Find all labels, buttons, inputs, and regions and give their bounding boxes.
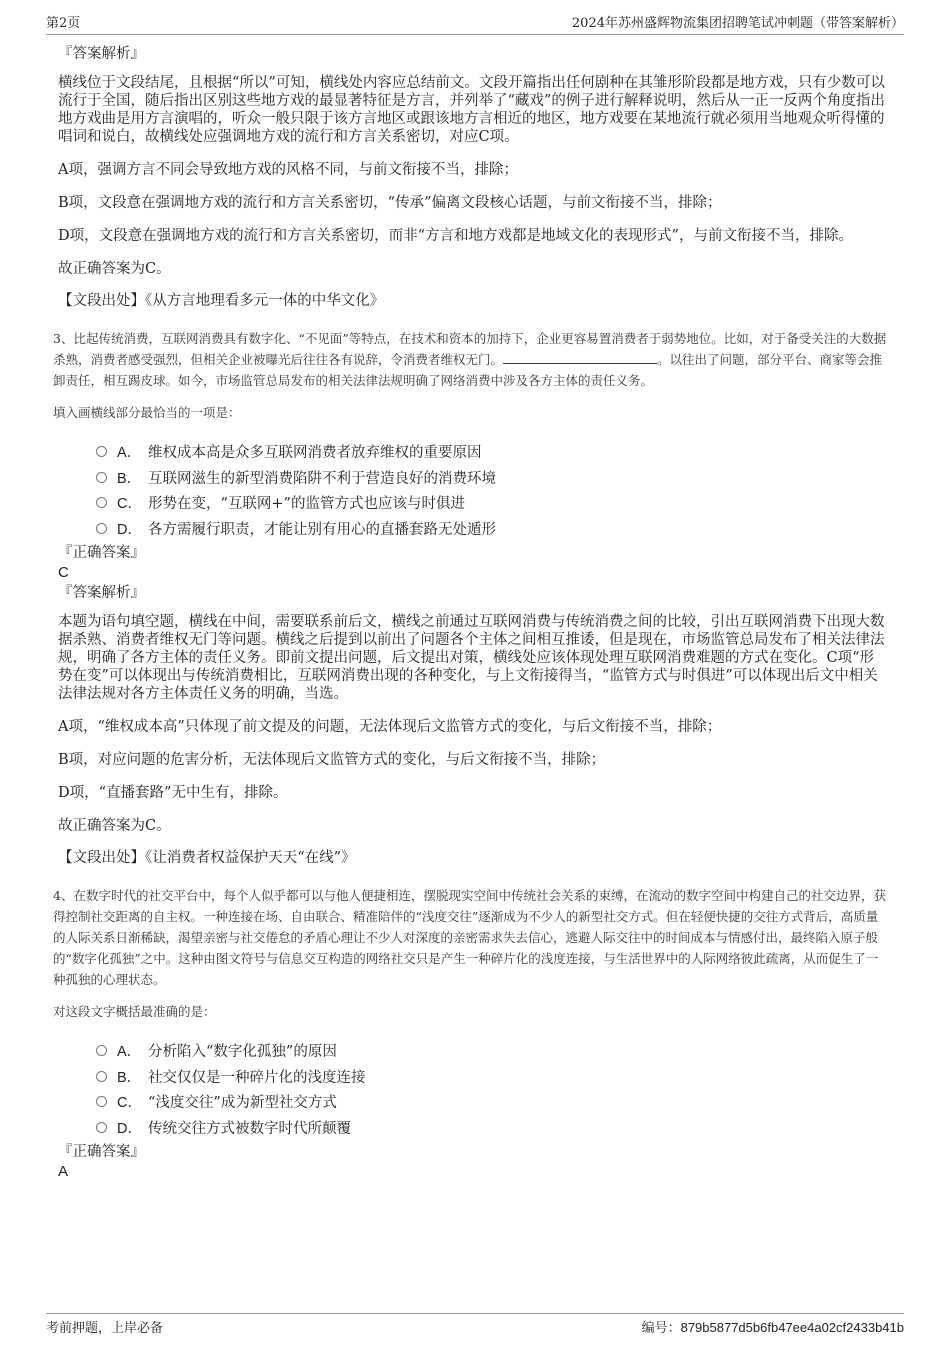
q4-options [96, 1038, 888, 1140]
q3-answer: C [58, 564, 69, 581]
q2-analysis-text: 横线位于文段结尾，且根据“所以”可知，横线处内容应总结前文。文段开篇指出任何剧种在其雏形阶段都是地方戏，只有少数可以流行于全国，随后指出区别这些地方戏的最显著特征是方言，并列举了“藏戏”的例子进行解释说明，然后从一正一反两个角度指出地方戏曲是用方言演唱的，听众一般只限于该方言地区或跟该地方言相近的地区，地方戏要在某地流行就必须用当地观众听得懂的唱词和说白，故横线处应强调地方戏的流行和方言关系密切，对应C项。 [58, 75, 885, 145]
q4-option-a[interactable]: A． 分析陷入“数字化孤独”的原因 [96, 1038, 888, 1064]
radio-icon[interactable] [96, 1071, 107, 1082]
q3-option-a[interactable]: A． 维权成本高是众多互联网消费者放弃维权的重要原因 [96, 439, 888, 465]
q4-option-b[interactable]: B． 社交仅仅是一种碎片化的浅度连接 [96, 1064, 888, 1090]
document-code: 879b5877d5b6fb47ee4a02cf2433b41b [680, 1320, 904, 1335]
radio-icon[interactable] [96, 1096, 107, 1107]
q3-blank [503, 352, 657, 364]
q2-note-b: B项，文段意在强调地方戏的流行和方言关系密切，“传承”偏离文段核心话题，与前文衔接不当，排除； [58, 195, 722, 211]
radio-icon[interactable] [96, 472, 107, 483]
q4-prompt: 对这段文字概括最准确的是： [53, 1004, 216, 1019]
q3-stem-before: 3、比起传统消费，互联网消费具有数字化、“不见面”等特点，在技术和资本的加持下，企业更容易置消费者于弱势地位。比如，对于备受关注的大数据杀熟，消费者感受强烈，但相关企业被曝光后往往各有说辞，令消费者维权无门。 [53, 331, 887, 367]
footer-code: 编号：879b5877d5b6fb47ee4a02cf2433b41b [641, 1320, 904, 1336]
q3-note-a: A项，“维权成本高”只体现了前文提及的问题，无法体现后文监管方式的变化，与后文衔接不当，排除； [58, 719, 722, 735]
q3-option-d[interactable]: D． 各方需履行职责，才能让别有用心的直播套路无处遁形 [96, 516, 888, 542]
page-content [53, 44, 888, 1182]
page-header [46, 12, 904, 35]
q3-prompt: 填入画横线部分最恰当的一项是： [53, 405, 241, 420]
radio-icon[interactable] [96, 497, 107, 508]
page-footer [46, 1313, 904, 1336]
q2-analysis-label: 『答案解析』 [58, 46, 145, 62]
q2-note-d: D项，文段意在强调地方戏的流行和方言关系密切，而非“方言和地方戏都是地域文化的表现形式”，与前文衔接不当，排除。 [58, 228, 853, 244]
q4-stem: 4、在数字时代的社交平台中，每个人似乎都可以与他人便捷相连，摆脱现实空间中传统社会关系的束缚，在流动的数字空间中构建自己的社交边界，获得控制社交距离的自主权。一种连接在场、自由联合、精准陪伴的“浅度交往”逐渐成为不少人的新型社交方式。但在轻便快捷的交往方式背后，高质量的人际关系日渐稀缺，渴望亲密与社交倦怠的矛盾心理让不少人对深度的亲密需求失去信心，逃避人际交往中的时间成本与情感付出，最终陷入原子般的“数字化孤独”之中。这种由图文符号与信息交互构造的网络社交只是产生一种碎片化的浅度连接，与生活世界中的人际网络彼此疏离，从而促生了一种孤独的心理状态。 [53, 888, 886, 987]
q3-stem [53, 328, 888, 391]
q3-note-b: B项，对应问题的危害分析，无法体现后文监管方式的变化，与后文衔接不当，排除； [58, 752, 606, 768]
q3-answer-label: 『正确答案』 [58, 545, 145, 561]
footer-slogan: 考前押题，上岸必备 [46, 1321, 164, 1336]
q3-option-c[interactable]: C． 形势在变，“互联网+”的监管方式也应该与时俱进 [96, 490, 888, 516]
q3-analysis-text: 本题为语句填空题，横线在中间，需要联系前后文，横线之前通过互联网消费与传统消费之间的比较，引出互联网消费下出现大数据杀熟、消费者维权无门等问题。横线之后提到以前出了问题各个主体之间相互推诿，但是现在，市场监管总局发布了相关法律法规，明确了各方主体的责任义务。即前文提出问题，后文提出对策，横线处应该体现处理互联网消费难题的方式在变化。C项“形势在变”可以体现出与传统消费相比，互联网消费出现的各种变化，与上文衔接得当，“监管方式与时俱进”可以体现出后文中相关法律法规对各方主体责任义务的明确，当选。 [58, 614, 885, 702]
document-title: 2024年苏州盛辉物流集团招聘笔试冲刺题（带答案解析） [571, 16, 904, 31]
radio-icon[interactable] [96, 1122, 107, 1133]
q4-option-d[interactable]: D． 传统交往方式被数字时代所颠覆 [96, 1115, 888, 1141]
radio-icon[interactable] [96, 1045, 107, 1056]
q3-stem-after: 。以往出了问题，部分平台、商家等会推卸责任，相互踢皮球。如今，市场监管总局发布的相关法律法规明确了网络消费中涉及各方主体的责任义务。 [53, 352, 883, 388]
radio-icon[interactable] [96, 446, 107, 457]
q2-conclusion: 故正确答案为C。 [58, 261, 171, 277]
q4-answer-label: 『正确答案』 [58, 1144, 145, 1160]
q3-note-d: D项，“直播套路”无中生有，排除。 [58, 785, 288, 801]
page-number: 第2页 [46, 16, 81, 31]
q3-conclusion: 故正确答案为C。 [58, 818, 171, 834]
q3-option-b[interactable]: B． 互联网滋生的新型消费陷阱不利于营造良好的消费环境 [96, 465, 888, 491]
radio-icon[interactable] [96, 523, 107, 534]
q4-option-c[interactable]: C． “浅度交往”成为新型社交方式 [96, 1089, 888, 1115]
q3-analysis-label: 『答案解析』 [58, 585, 145, 601]
q3-source: 【文段出处】《让消费者权益保护天天“在线”》 [58, 850, 356, 866]
q2-source: 【文段出处】《从方言地理看多元一体的中华文化》 [58, 293, 385, 309]
q3-options [96, 439, 888, 541]
q2-note-a: A项，强调方言不同会导致地方戏的风格不同，与前文衔接不当，排除； [58, 162, 518, 178]
q4-answer: A [58, 1163, 69, 1180]
